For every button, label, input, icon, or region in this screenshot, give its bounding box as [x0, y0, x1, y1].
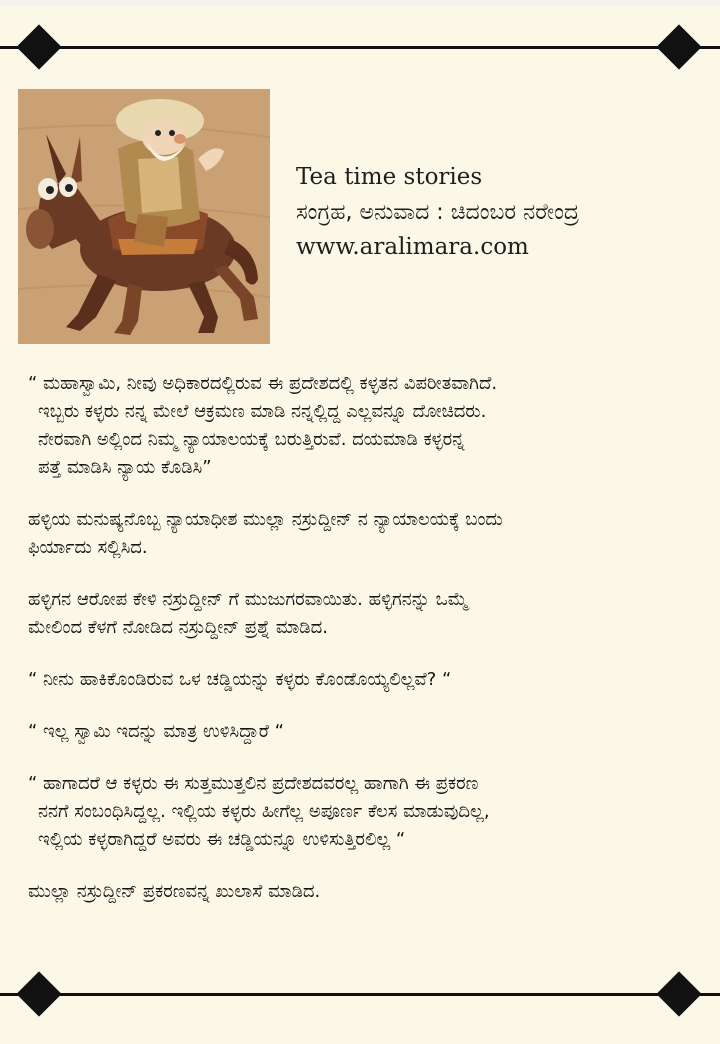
mulla-on-donkey-woodwork-icon [18, 89, 270, 344]
text-line: “ ಇಲ್ಲ ಸ್ವಾಮಿ ಇದನ್ನು ಮಾತ್ರ ಉಳಿಸಿದ್ದಾರೆ “ [28, 721, 284, 742]
paragraph-answer [28, 718, 700, 746]
series-title: Tea time stories [296, 164, 483, 190]
text-line: ಇಲ್ಲಿಯ ಕಳ್ಳರಾಗಿದ್ದರೆ ಅವರು ಈ ಚಡ್ಡಿಯನ್ನೂ ಉಳಿಸುತ್ತಿರಲಿಲ್ಲ “ [38, 829, 406, 850]
story-credits [296, 160, 706, 265]
story-body [28, 370, 700, 906]
diamond-ornament-icon [656, 971, 701, 1016]
author-credit: ಸಂಗ್ರಹ, ಅನುವಾದ : ಚಿದಂಬರ ನರೇಂದ್ರ [296, 200, 579, 225]
diamond-ornament-icon [16, 24, 61, 69]
diamond-ornament-icon [16, 971, 61, 1016]
text-line: ನೇರವಾಗಿ ಅಲ್ಲಿಂದ ನಿಮ್ಮ ನ್ಯಾಯಾಲಯಕ್ಕೆ ಬರುತ್ತಿರುವೆ. ದಯಮಾಡಿ ಕಳ್ಳರನ್ನ [38, 429, 465, 450]
divider-line [0, 46, 720, 49]
text-line: ಪತ್ತೆ ಮಾಡಿಸಿ ನ್ಯಾಯ ಕೊಡಿಸಿ” [38, 457, 212, 478]
mulla-on-donkey-image [18, 89, 270, 344]
paragraph-narration-2 [28, 586, 700, 642]
website-link[interactable]: www.aralimara.com [296, 234, 529, 260]
top-divider [0, 25, 720, 69]
paragraph-complaint [28, 370, 700, 482]
paragraph-narration-1 [28, 506, 700, 562]
diamond-ornament-icon [656, 24, 701, 69]
text-line: ನನಗೆ ಸಂಬಂಧಿಸಿದ್ದಲ್ಲ. ಇಲ್ಲಿಯ ಕಳ್ಳರು ಹೀಗೆಲ್ಲ ಅಪೂರ್ಣ ಕೆಲಸ ಮಾಡುವುದಿಲ್ಲ, [38, 801, 490, 822]
divider-line [0, 993, 720, 996]
text-line: “ ನೀನು ಹಾಕಿಕೊಂಡಿರುವ ಒಳ ಚಡ್ಡಿಯನ್ನು ಕಳ್ಳರು ಕೊಂಡೊಯ್ಯಲಿಲ್ಲವೆ? “ [28, 669, 452, 690]
paragraph-verdict [28, 770, 700, 854]
text-line: “ ಮಹಾಸ್ವಾಮಿ, ನೀವು ಅಧಿಕಾರದಲ್ಲಿರುವ ಈ ಪ್ರದೇಶದಲ್ಲಿ ಕಳ್ಳತನ ವಿಪರೀತವಾಗಿದೆ. [28, 373, 498, 394]
text-line: ಮುಲ್ಲಾ ನಸ್ರುದ್ದೀನ್ ಪ್ರಕರಣವನ್ನ ಖುಲಾಸೆ ಮಾಡಿದ. [28, 881, 321, 902]
paragraph-conclusion [28, 878, 700, 906]
text-line: ಹಳ್ಳಿಗನ ಆರೋಪ ಕೇಳಿ ನಸ್ರುದ್ದೀನ್ ಗೆ ಮುಜುಗರವಾಯಿತು. ಹಳ್ಳಿಗನನ್ನು ಒಮ್ಮೆ [28, 589, 469, 610]
top-strip [0, 0, 720, 6]
text-line: ಫಿರ್ಯಾದು ಸಲ್ಲಿಸಿದ. [28, 537, 148, 558]
text-line: ಮೇಲಿಂದ ಕೆಳಗೆ ನೋಡಿದ ನಸ್ರುದ್ದೀನ್ ಪ್ರಶ್ನೆ ಮಾಡಿದ. [28, 617, 328, 638]
text-line: “ ಹಾಗಾದರೆ ಆ ಕಳ್ಳರು ಈ ಸುತ್ತಮುತ್ತಲಿನ ಪ್ರದೇಶದವರಲ್ಲ ಹಾಗಾಗಿ ಈ ಪ್ರಕರಣ [28, 773, 479, 794]
text-line: ಹಳ್ಳಿಯ ಮನುಷ್ಯನೊಬ್ಬ ನ್ಯಾಯಾಧೀಶ ಮುಲ್ಲಾ ನಸ್ರುದ್ದೀನ್ ನ ನ್ಯಾಯಾಲಯಕ್ಕೆ ಬಂದು [28, 509, 503, 530]
bottom-divider [0, 972, 720, 1016]
text-line: ಇಬ್ಬರು ಕಳ್ಳರು ನನ್ನ ಮೇಲೆ ಆಕ್ರಮಣ ಮಾಡಿ ನನ್ನಲ್ಲಿದ್ದ ಎಲ್ಲವನ್ನೂ ದೋಚಿದರು. [38, 401, 487, 422]
paragraph-question [28, 666, 700, 694]
